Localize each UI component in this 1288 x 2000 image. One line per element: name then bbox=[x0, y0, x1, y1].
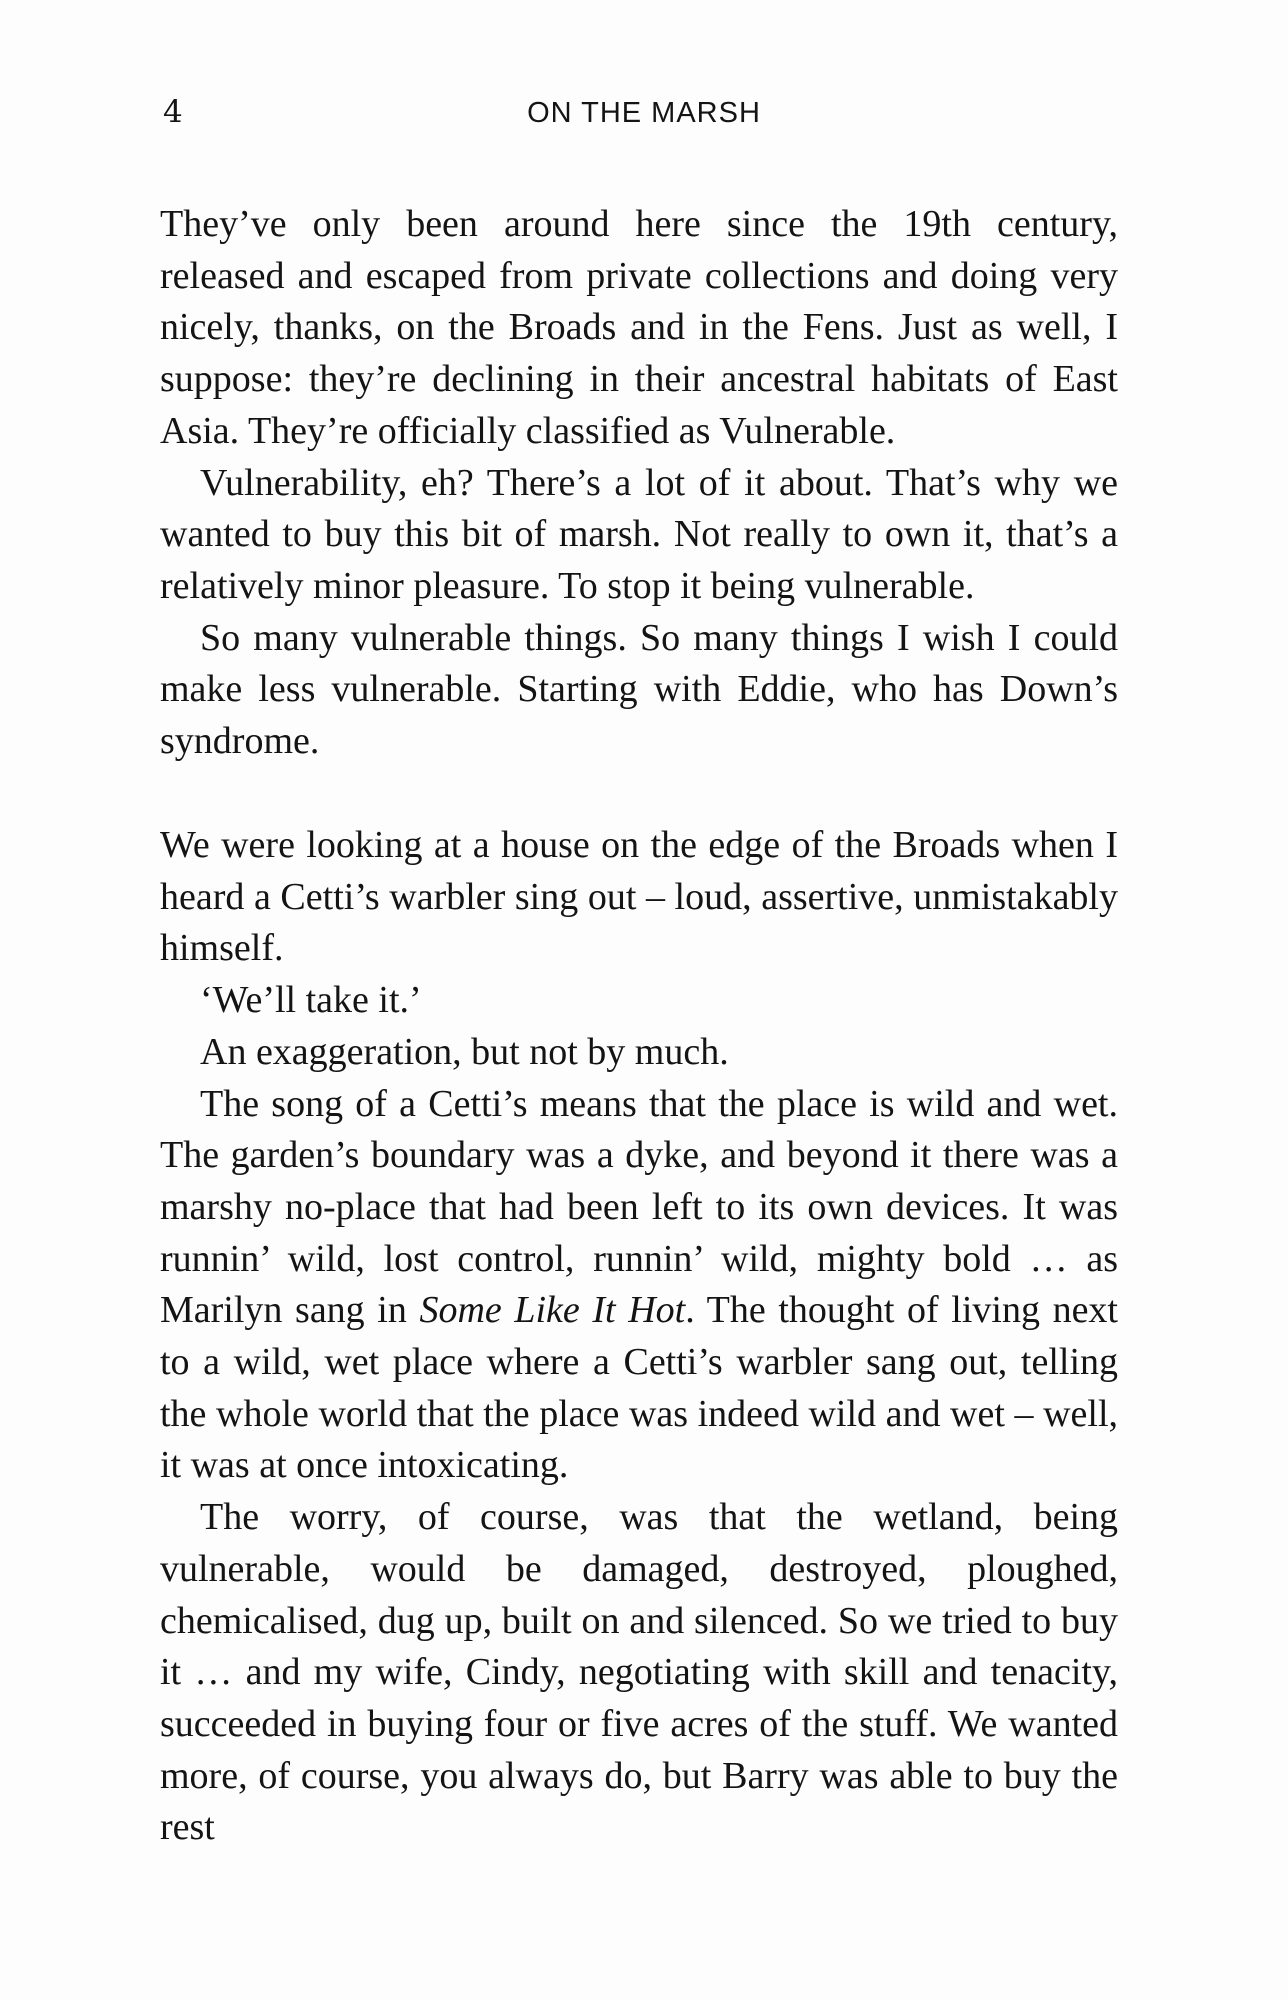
paragraph: The worry, of course, was that the wetland, being vulnerable, would be damaged, destroyed, ploughed, chemicalised, dug up, built on and silenced. So we tried to buy it … and my wife, Cindy, negotiating with skill and tenacity, succeeded in buying four or five acres of the stuff. We wanted more, of course, you always do, but Barry was able to buy the rest bbox=[160, 1496, 1118, 1849]
paragraph: We were looking at a house on the edge of the Broads when I heard a Cetti’s warbler sing out – loud, assertive, unmistakably himself. bbox=[160, 824, 1118, 970]
paragraph-text: The song of a Cetti’s means that the place is wild and wet. The garden’s boundary was a dyke, and beyond it there was a marshy no-place that had been left to its own devices. It was runnin’ wild, lost control, runnin’ wild, mighty bold … as Marilyn sang in bbox=[160, 1082, 1118, 1332]
paragraph: Vulnerability, eh? There’s a lot of it about. That’s why we wanted to buy this bit of marsh. Not really to own it, that’s a relatively minor pleasure. To stop it being vulnerable. bbox=[160, 461, 1118, 607]
paragraph: An exaggeration, but not by much. bbox=[200, 1030, 729, 1073]
paragraph-song bbox=[160, 1079, 1118, 1493]
page-number: 4 bbox=[163, 94, 183, 130]
paragraph: They’ve only been around here since the 19th century, released and escaped from private collections and doing very nicely, thanks, on the Broads and in the Fens. Just as well, I suppose: they’re declining in their ancestral habitats of East Asia. They’re officially classified as Vulnerable. bbox=[160, 203, 1118, 452]
paragraph: ‘We’ll take it.’ bbox=[200, 979, 422, 1022]
film-title: Some Like It Hot bbox=[419, 1289, 686, 1332]
running-head: ON THE MARSH bbox=[527, 97, 761, 129]
section-one bbox=[160, 199, 1118, 768]
section-break bbox=[330, 788, 450, 790]
paragraph: So many vulnerable things. So many things I wish I could make less vulnerable. Starting with Eddie, who has Down’s syndrome. bbox=[160, 616, 1118, 763]
section-two bbox=[160, 820, 1118, 1854]
paragraph-text: . The thought of living next to a wild, wet place where a Cetti’s warbler sang out, telling the whole world that the place was indeed wild and wet – well, it was at once intoxicating. bbox=[160, 1289, 1118, 1487]
